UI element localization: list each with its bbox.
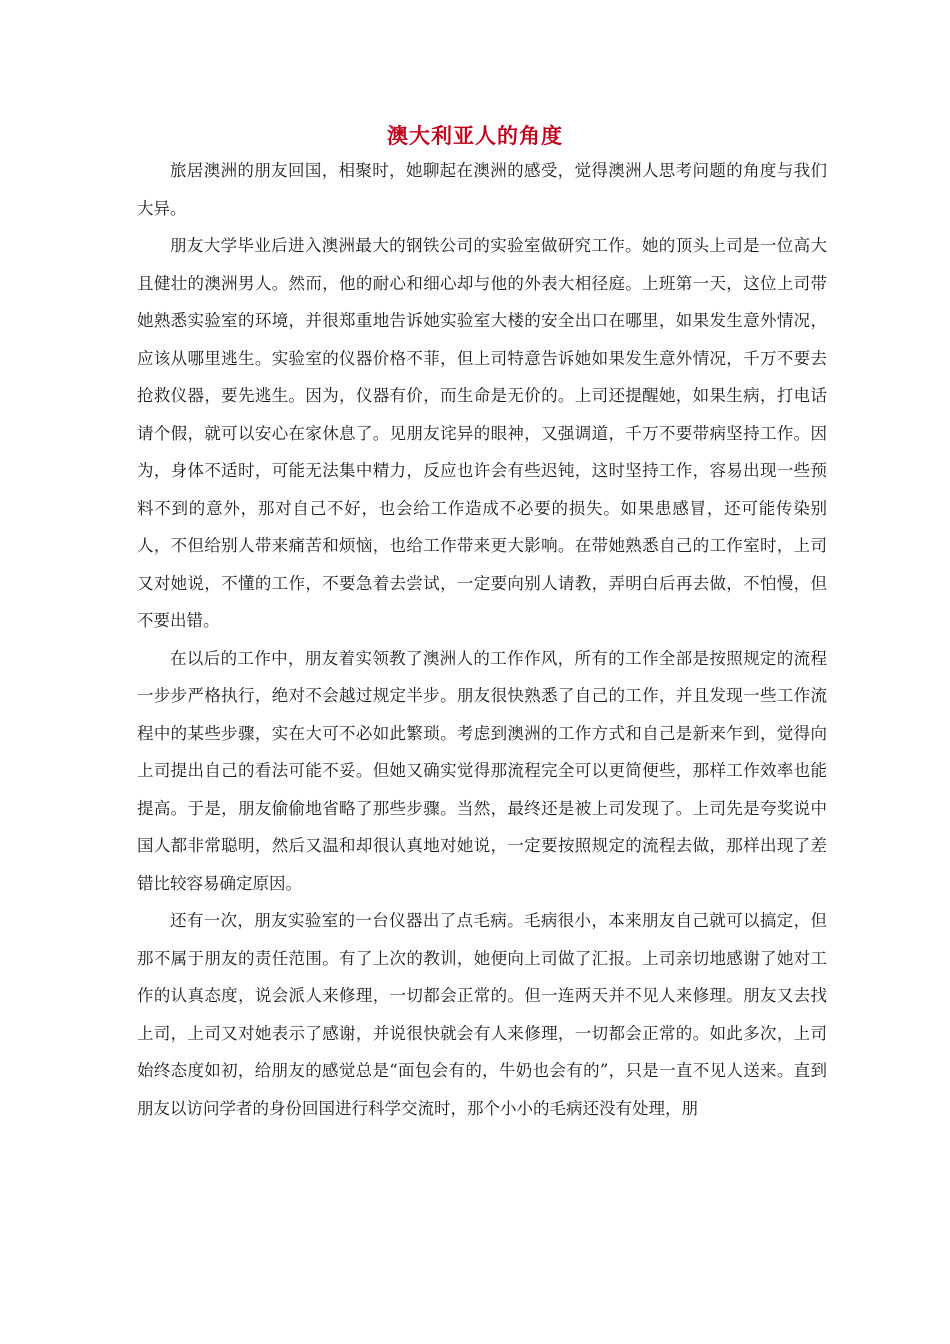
paragraph-1: 旅居澳洲的朋友回国，相聚时，她聊起在澳洲的感受，觉得澳洲人思考问题的角度与我们大异。 <box>137 161 827 218</box>
paragraph-2: 朋友大学毕业后进入澳洲最大的钢铁公司的实验室做研究工作。她的顶头上司是一位高大且健壮的澳洲男人。然而，他的耐心和细心却与他的外表大相径庭。上班第一天，这位上司带她熟悉实验室的环境，并很郑重地告诉她实验室大楼的安全出口在哪里，如果发生意外情况，应该从哪里逃生。实验室的仪器价格不菲，但上司特意告诉她如果发生意外情况，千万不要去抢救仪器，要先逃生。因为，仪器有价，而生命是无价的。上司还提醒她，如果生病，打电话请个假，就可以安心在家休息了。见朋友诧异的眼神，又强调道，千万不要带病坚持工作。因为，身体不适时，可能无法集中精力，反应也许会有些迟钝，这时坚持工作，容易出现一些预料不到的意外，那对自己不好，也会给工作造成不必要的损失。如果患感冒，还可能传染别人，不但给别人带来痛苦和烦恼，也给工作带来更大影响。在带她熟悉自己的工作室时，上司又对她说，不懂的工作，不要急着去尝试，一定要向别人请教，弄明白后再去做，不怕慢，但不要出错。 <box>137 236 827 630</box>
paragraph-3: 在以后的工作中，朋友着实领教了澳洲人的工作作风，所有的工作全部是按照规定的流程一步步严格执行，绝对不会越过规定半步。朋友很快熟悉了自己的工作，并且发现一些工作流程中的某些步骤，实在大可不必如此繁琐。考虑到澳洲的工作方式和自己是新来乍到，觉得向上司提出自己的看法可能不妥。但她又确实觉得那流程完全可以更简便些，那样工作效率也能提高。于是，朋友偷偷地省略了那些步骤。当然，最终还是被上司发现了。上司先是夸奖说中国人都非常聪明，然后又温和却很认真地对她说，一定要按照规定的流程去做，那样出现了差错比较容易确定原因。 <box>137 648 827 893</box>
document-body <box>137 152 827 1127</box>
document-title: 澳大利亚人的角度 <box>387 123 563 148</box>
paragraph-4: 还有一次，朋友实验室的一台仪器出了点毛病。毛病很小，本来朋友自己就可以搞定，但那不属于朋友的责任范围。有了上次的教训，她便向上司做了汇报。上司亲切地感谢了她对工作的认真态度，说会派人来修理，一切都会正常的。但一连两天并不见人来修理。朋友又去找上司，上司又对她表示了感谢，并说很快就会有人来修理，一切都会正常的。如此多次，上司始终态度如初，给朋友的感觉总是“面包会有的，牛奶也会有的”，只是一直不见人送来。直到朋友以访问学者的身份回国进行科学交流时，那个小小的毛病还没有处理，朋 <box>137 911 827 1118</box>
